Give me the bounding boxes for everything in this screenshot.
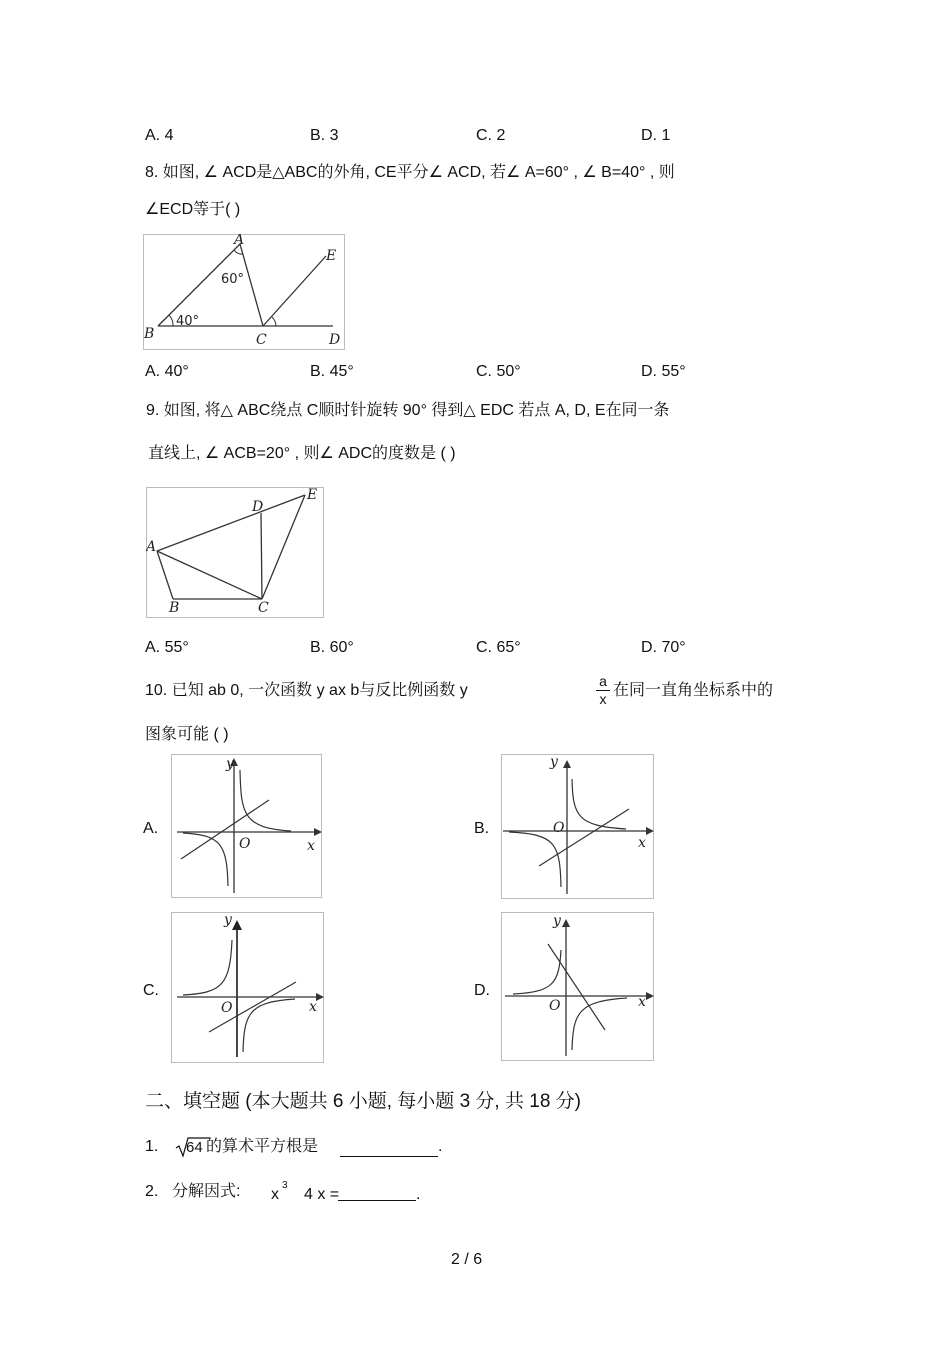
- fill2-period: .: [416, 1186, 421, 1203]
- q10-graph-c-x-label: x: [309, 999, 317, 1015]
- q8-option-b: B. 45°: [310, 363, 354, 380]
- fill2-expr-rest: 4 x =: [304, 1186, 340, 1203]
- q10-graph-b-origin-label: O: [553, 820, 565, 836]
- q9-label-b: B: [169, 600, 180, 616]
- q7-option-b: B. 3: [310, 127, 339, 144]
- q10-question-line1-part1: 10. 已知 ab 0, 一次函数 y ax b与反比例函数 y: [145, 682, 468, 699]
- fill1-radicand: 64: [186, 1139, 203, 1156]
- q9-question-line1: 9. 如图, 将△ ABC绕点 C顺时针旋转 90° 得到△ EDC 若点 A, D, E在同一条: [146, 402, 670, 419]
- q9-option-b: B. 60°: [310, 639, 354, 656]
- q8-label-c: C: [256, 332, 267, 348]
- fill1-answer-blank: [340, 1156, 438, 1157]
- q10-option-c: C.: [143, 982, 159, 999]
- q10-question-line1-part2: 在同一直角坐标系中的: [613, 682, 774, 699]
- q10-graph-a-y-label: y: [226, 756, 234, 772]
- q10-graph-a-origin-label: O: [239, 836, 251, 852]
- q10-option-d: D.: [474, 982, 490, 999]
- q10-graph-b-x-label: x: [638, 835, 646, 851]
- q9-option-c: C. 65°: [476, 639, 521, 656]
- q10-option-a: A.: [143, 820, 159, 837]
- page-number: 2 / 6: [451, 1251, 483, 1268]
- fill1-period: .: [438, 1138, 443, 1155]
- fill2-label: 分解因式:: [172, 1183, 241, 1200]
- q9-question-line2: 直线上, ∠ ACB=20° , 则∠ ADC的度数是 ( ): [148, 445, 456, 462]
- fill2-number: 2.: [145, 1183, 159, 1200]
- fill1-text: 的算术平方根是: [206, 1138, 319, 1155]
- q8-label-d: D: [329, 332, 341, 348]
- q7-option-a: A. 4: [145, 127, 174, 144]
- q9-label-e: E: [307, 487, 318, 503]
- q10-graph-a: [171, 754, 322, 898]
- q7-option-c: C. 2: [476, 127, 506, 144]
- q10-graph-c: [171, 912, 324, 1063]
- q10-graph-b: [501, 754, 654, 899]
- q8-option-c: C. 50°: [476, 363, 521, 380]
- q9-label-d: D: [252, 499, 264, 515]
- q10-graph-b-y-label: y: [550, 754, 558, 770]
- q8-label-b: B: [144, 326, 155, 342]
- q8-figure: [143, 234, 345, 350]
- q9-option-a: A. 55°: [145, 639, 189, 656]
- q8-question-line1: 8. 如图, ∠ ACD是△ABC的外角, CE平分∠ ACD, 若∠ A=60° , ∠ B=40° , 则: [145, 164, 675, 181]
- q10-graph-c-y-label: y: [224, 912, 232, 928]
- q8-angle-a-label: 60°: [221, 272, 245, 287]
- q8-question-line2: ∠ECD等于( ): [145, 201, 241, 218]
- q7-option-d: D. 1: [641, 127, 671, 144]
- section-2-title: 二、填空题 (本大题共 6 小题, 每小题 3 分, 共 18 分): [145, 1091, 581, 1112]
- fill1-number: 1.: [145, 1138, 159, 1155]
- q10-graph-a-x-label: x: [307, 838, 315, 854]
- q10-graph-d-y-label: y: [553, 913, 561, 929]
- q9-label-a: A: [146, 539, 157, 555]
- q10-graph-d-origin-label: O: [549, 998, 561, 1014]
- q10-fraction-numerator: a: [599, 673, 607, 689]
- q10-fraction-denominator: x: [596, 690, 610, 707]
- q10-graph-c-origin-label: O: [221, 1000, 233, 1016]
- q9-label-c: C: [258, 600, 269, 616]
- fill2-expr-exponent: 3: [282, 1180, 288, 1191]
- q8-label-e: E: [326, 248, 337, 264]
- q10-graph-d-x-label: x: [638, 994, 646, 1010]
- q9-option-d: D. 70°: [641, 639, 686, 656]
- q10-fraction: [596, 673, 610, 707]
- q8-option-d: D. 55°: [641, 363, 686, 380]
- fill2-expr-x: x: [271, 1186, 279, 1203]
- q10-option-b: B.: [474, 820, 490, 837]
- q8-option-a: A. 40°: [145, 363, 189, 380]
- q8-label-a: A: [234, 234, 245, 248]
- q9-figure: [146, 487, 324, 618]
- fill2-answer-blank: [338, 1200, 416, 1201]
- q10-question-line2: 图象可能 ( ): [145, 726, 229, 743]
- q10-graph-d: [501, 912, 654, 1061]
- q8-angle-b-label: 40°: [176, 314, 200, 329]
